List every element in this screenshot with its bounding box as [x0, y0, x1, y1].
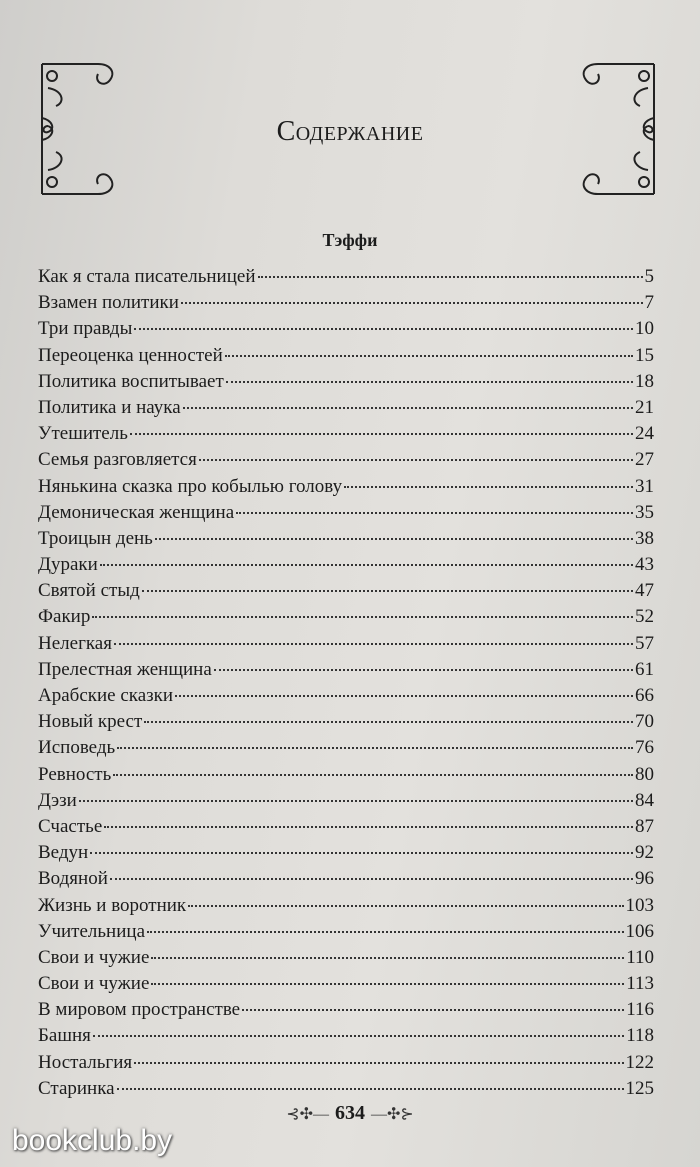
- toc-entry-title: Исповедь: [38, 737, 116, 759]
- toc-entry: [38, 449, 654, 475]
- toc-entry-page: 52: [635, 606, 654, 628]
- toc-entry-page: 116: [626, 999, 654, 1021]
- toc-entry-title: Факир: [38, 606, 91, 628]
- toc-entry-page: 92: [635, 842, 654, 864]
- toc-entry-page: 87: [635, 815, 654, 837]
- dot-leader: [183, 407, 633, 409]
- toc-entry: [38, 1078, 654, 1104]
- toc-entry: [38, 1025, 654, 1051]
- toc-entry: [38, 554, 654, 580]
- toc-entry-page: 76: [635, 737, 654, 759]
- toc-entry: [38, 371, 654, 397]
- toc-entry: [38, 921, 654, 947]
- toc-entry-title: Нянькина сказка про кобылью голову: [38, 475, 343, 497]
- toc-entry-page: 113: [626, 973, 654, 995]
- toc-entry-title: Троицын день: [38, 527, 153, 549]
- dot-leader: [181, 302, 643, 304]
- toc-entry-title: Ведун: [38, 842, 89, 864]
- dot-leader: [100, 564, 633, 566]
- toc-entry: [38, 633, 654, 659]
- toc-entry: [38, 476, 654, 502]
- toc-entry: [38, 528, 654, 554]
- toc-entry-page: 122: [625, 1051, 654, 1073]
- dot-leader: [142, 590, 633, 592]
- toc-entry: [38, 868, 654, 894]
- toc-entry: [38, 397, 654, 423]
- dot-leader: [144, 721, 633, 723]
- footer-ornament-left-icon: ⊰✣—: [286, 1106, 329, 1123]
- toc-entry-title: Взамен политики: [38, 292, 179, 314]
- toc-entry-page: 18: [635, 370, 654, 392]
- toc-entry-title: Жизнь и воротник: [38, 894, 187, 916]
- toc-entry-title: В мировом пространстве: [38, 999, 241, 1021]
- toc-entry-title: Ревность: [38, 763, 112, 785]
- dot-leader: [79, 800, 633, 802]
- toc-entry: [38, 606, 654, 632]
- dot-leader: [151, 957, 624, 959]
- dot-leader: [147, 931, 624, 933]
- toc-entry: [38, 685, 654, 711]
- toc-entry-page: 106: [625, 920, 654, 942]
- toc-entry-page: 35: [635, 501, 654, 523]
- toc-entry-title: Демоническая женщина: [38, 501, 235, 523]
- toc-entry: [38, 423, 654, 449]
- toc-entry: [38, 895, 654, 921]
- toc-entry-page: 96: [635, 868, 654, 890]
- toc-entry-page: 7: [644, 292, 654, 314]
- dot-leader: [188, 905, 623, 907]
- dot-leader: [151, 983, 624, 985]
- toc-entry-title: Ностальгия: [38, 1051, 133, 1073]
- dot-leader: [242, 1009, 624, 1011]
- toc-entry-page: 15: [635, 344, 654, 366]
- toc-entry-page: 66: [635, 685, 654, 706]
- toc-entry-title: Святой стыд: [38, 580, 140, 602]
- toc-entry-page: 27: [635, 449, 654, 471]
- toc-entry: [38, 947, 654, 973]
- page-footer: [0, 1102, 700, 1125]
- dot-leader: [117, 747, 633, 749]
- toc-entry: [38, 266, 654, 292]
- page-number: 634: [335, 1102, 365, 1124]
- toc-entry: [38, 973, 654, 999]
- toc-entry-page: 24: [635, 423, 654, 445]
- section-author: Тэффи: [322, 230, 378, 250]
- dot-leader: [90, 852, 633, 854]
- dot-leader: [199, 459, 633, 461]
- dot-leader: [114, 643, 633, 645]
- toc-entry: [38, 1052, 654, 1078]
- toc-entry-page: 70: [635, 711, 654, 733]
- toc-entry-title: Нелегкая: [38, 632, 112, 654]
- toc-entry-page: 103: [625, 894, 654, 916]
- dot-leader: [130, 433, 633, 435]
- dot-leader: [93, 1035, 624, 1037]
- dot-leader: [155, 538, 633, 540]
- toc-entry-title: Башня: [38, 1025, 91, 1047]
- toc-entry-page: 5: [644, 266, 654, 287]
- toc-entry-page: 57: [635, 632, 654, 654]
- toc-entry-title: Свои и чужие: [38, 973, 150, 995]
- dot-leader: [134, 1062, 623, 1064]
- toc-entry: [38, 502, 654, 528]
- toc-entry: [38, 790, 654, 816]
- toc-entry-title: Переоценка ценностей: [38, 344, 223, 366]
- toc-entry-title: Новый крест: [38, 711, 143, 733]
- toc-entry-page: 38: [635, 527, 654, 549]
- toc-entry-page: 10: [635, 318, 654, 340]
- toc-entry-page: 61: [635, 658, 654, 680]
- toc-entry-title: Дэзи: [38, 789, 77, 811]
- dot-leader: [110, 878, 633, 880]
- dot-leader: [344, 486, 633, 488]
- toc-entry-title: Арабские сказки: [38, 685, 174, 706]
- footer-ornament-right-icon: —✣⊱: [371, 1106, 414, 1123]
- toc-entry-title: Свои и чужие: [38, 946, 150, 968]
- dot-leader: [117, 1088, 624, 1090]
- toc-entry-title: Утешитель: [38, 423, 128, 445]
- toc-entry-page: 43: [635, 554, 654, 576]
- toc-entry: [38, 659, 654, 685]
- dot-leader: [226, 381, 633, 383]
- toc-entry-title: Политика воспитывает: [38, 370, 224, 392]
- dot-leader: [104, 826, 633, 828]
- toc-entry-page: 21: [635, 396, 654, 418]
- toc-entry-title: Дураки: [38, 554, 98, 576]
- toc-entry: [38, 816, 654, 842]
- dot-leader: [92, 616, 633, 618]
- toc-entry-page: 125: [625, 1077, 654, 1099]
- toc-entry: [38, 842, 654, 868]
- toc-entry: [38, 292, 654, 318]
- toc-entry-title: Старинка: [38, 1077, 115, 1099]
- toc-entry-page: 118: [626, 1025, 654, 1047]
- toc-entry: [38, 580, 654, 606]
- toc-entry-title: Как я стала писательницей: [38, 266, 256, 287]
- dot-leader: [236, 512, 633, 514]
- toc-entry: [38, 999, 654, 1025]
- toc-entry-title: Политика и наука: [38, 396, 181, 418]
- toc-entry: [38, 345, 654, 371]
- page-title: Содержание: [276, 116, 424, 147]
- toc-entry-title: Учительница: [38, 920, 145, 942]
- toc-entry-title: Три правды: [38, 318, 133, 340]
- toc-entry: [38, 764, 654, 790]
- toc-entry-title: Счастье: [38, 815, 103, 837]
- toc-entry-page: 31: [635, 475, 654, 497]
- toc-entry-page: 47: [635, 580, 654, 602]
- dot-leader: [113, 774, 633, 776]
- toc-entry: [38, 318, 654, 344]
- dot-leader: [258, 276, 643, 278]
- toc-entry-page: 110: [626, 946, 654, 968]
- dot-leader: [214, 669, 633, 671]
- toc-entry-title: Водяной: [38, 868, 108, 890]
- toc-entry: [38, 737, 654, 763]
- toc-entry-page: 80: [635, 763, 654, 785]
- watermark: bookclub.by: [12, 1124, 173, 1157]
- dot-leader: [225, 355, 633, 357]
- table-of-contents: [38, 266, 654, 1104]
- dot-leader: [134, 328, 633, 330]
- dot-leader: [175, 695, 633, 697]
- toc-entry: [38, 711, 654, 737]
- toc-entry-page: 84: [635, 789, 654, 811]
- toc-entry-title: Семья разговляется: [38, 449, 197, 471]
- toc-entry-title: Прелестная женщина: [38, 658, 212, 680]
